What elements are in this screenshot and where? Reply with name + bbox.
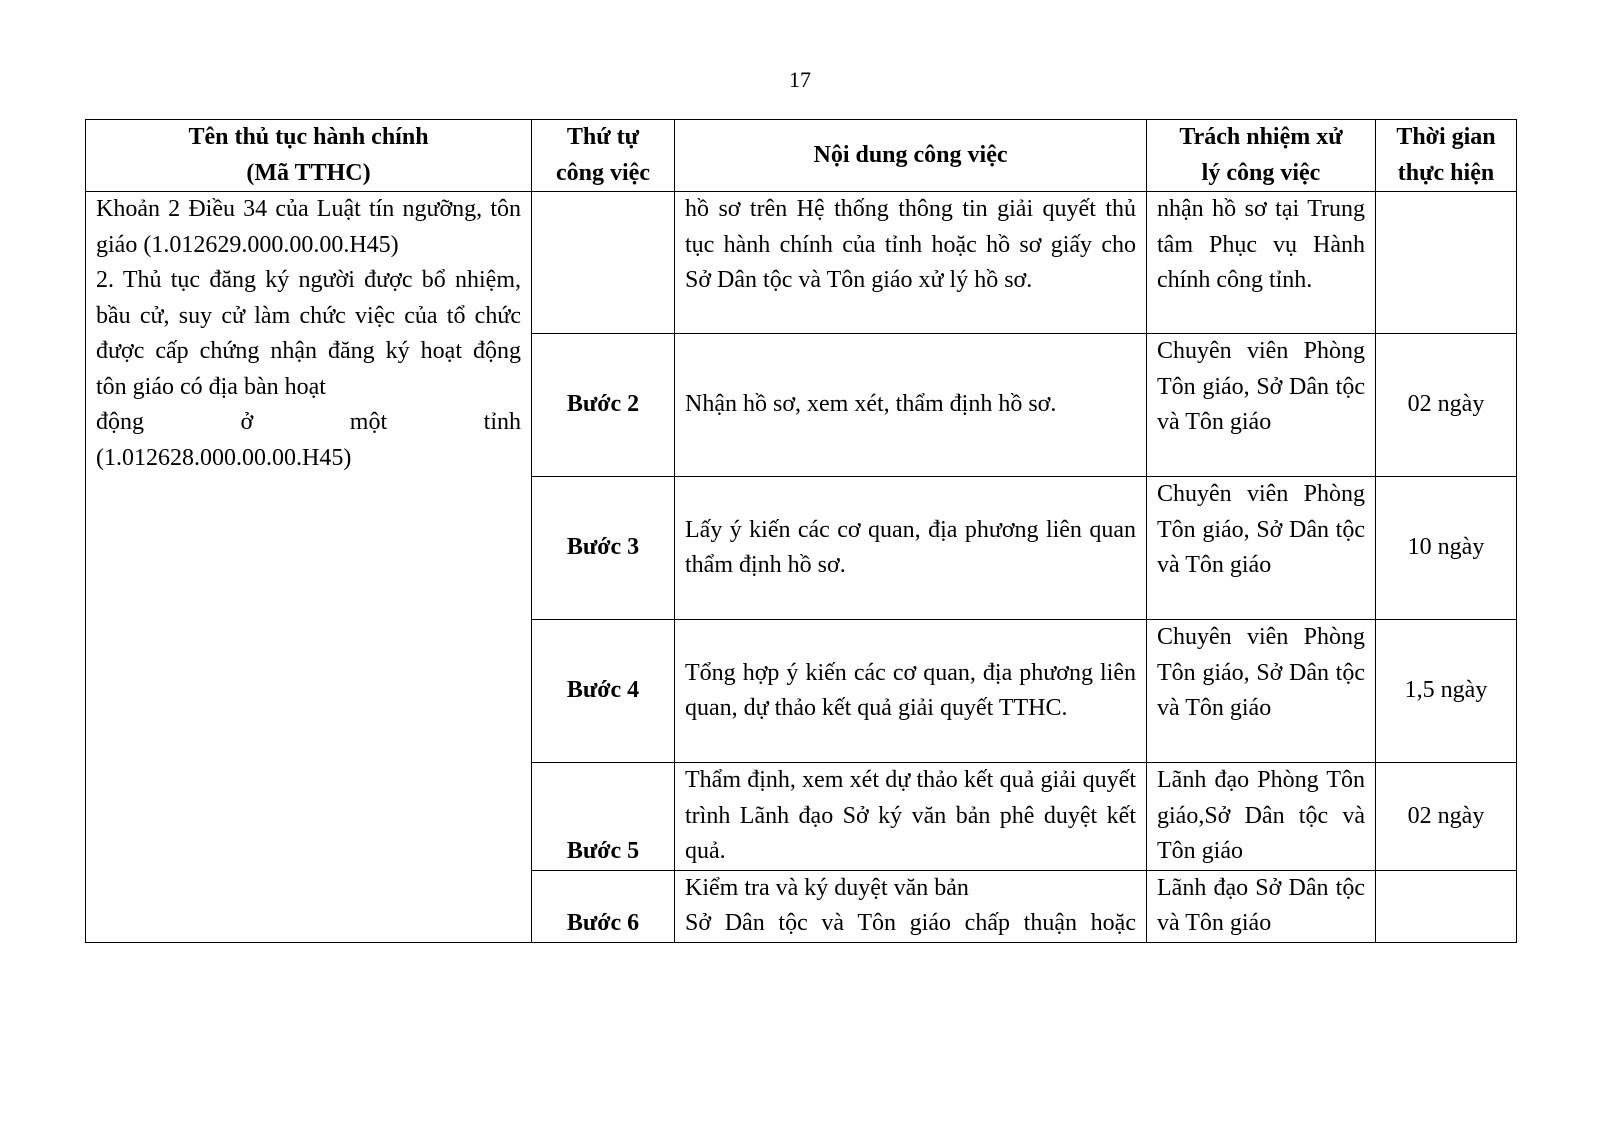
header-responsibility-line1: Trách nhiệm xử (1179, 124, 1343, 150)
header-step-order-line2: công việc (556, 159, 650, 186)
responsibility-cell: Chuyên viên Phòng Tôn giáo, Sở Dân tộc và Tôn giáo (1147, 620, 1376, 763)
step-cell: Bước 4 (532, 620, 675, 763)
responsibility-cell: Chuyên viên Phòng Tôn giáo, Sở Dân tộc và Tôn giáo (1147, 477, 1376, 620)
table-header-row (86, 120, 1517, 192)
header-duration (1376, 120, 1517, 192)
procedure-table (85, 119, 1517, 943)
header-procedure-name-line2: (Mã TTHC) (246, 159, 371, 186)
header-duration-line2: thực hiện (1397, 159, 1495, 186)
procedure-title-end: động ở một tỉnh (96, 409, 521, 435)
responsibility-cell: Lãnh đạo Phòng Tôn giáo,Sở Dân tộc và Tôn giáo (1147, 763, 1376, 871)
content-cell (675, 870, 1147, 942)
header-procedure-name (86, 120, 532, 192)
content-cell: Nhận hồ sơ, xem xét, thẩm định hồ sơ. (675, 334, 1147, 477)
page-number: 17 (789, 67, 811, 92)
duration-cell (1376, 870, 1517, 942)
header-duration-line1: Thời gian (1396, 124, 1496, 150)
content-cell: Thẩm định, xem xét dự thảo kết quả giải quyết trình Lãnh đạo Sở ký văn bản phê duyệt kết quả. (675, 763, 1147, 871)
header-procedure-name-line1: Tên thủ tục hành chính (188, 124, 429, 150)
header-step-order-line1: Thứ tự (566, 124, 640, 150)
header-step-order (532, 120, 675, 192)
responsibility-cell: Lãnh đạo Sở Dân tộc và Tôn giáo (1147, 870, 1376, 942)
procedure-code: (1.012628.000.00.00.H45) (96, 444, 352, 471)
procedure-title: 2. Thủ tục đăng ký người được bổ nhiệm, bầu cử, suy cử làm chức việc của tổ chức được cấp chứng nhận đăng ký hoạt động tôn giáo có địa bàn hoạt (96, 267, 521, 400)
duration-cell: 02 ngày (1376, 763, 1517, 871)
procedure-legal-basis: Khoản 2 Điều 34 của Luật tín ngưỡng, tôn giáo (1.012629.000.00.00.H45) (96, 196, 521, 258)
content-cell: Tổng hợp ý kiến các cơ quan, địa phương liên quan, dự thảo kết quả giải quyết TTHC. (675, 620, 1147, 763)
content-line: Kiểm tra và ký duyệt văn bản (685, 874, 969, 901)
header-work-content: Nội dung công việc (675, 120, 1147, 192)
table-row (86, 192, 1517, 334)
procedure-name-cell (86, 192, 532, 943)
content-cell: hồ sơ trên Hệ thống thông tin giải quyết thủ tục hành chính của tỉnh hoặc hồ sơ giấy cho Sở Dân tộc và Tôn giáo xử lý hồ sơ. (675, 192, 1147, 334)
header-responsibility-line2: lý công việc (1201, 159, 1321, 186)
duration-cell: 10 ngày (1376, 477, 1517, 620)
step-cell: Bước 6 (532, 870, 675, 942)
content-cell: Lấy ý kiến các cơ quan, địa phương liên quan thẩm định hồ sơ. (675, 477, 1147, 620)
step-cell: Bước 2 (532, 334, 675, 477)
duration-cell (1376, 192, 1517, 334)
content-line: Sở Dân tộc và Tôn giáo chấp thuận hoặc (685, 910, 1136, 936)
step-cell: Bước 5 (532, 763, 675, 871)
step-cell (532, 192, 675, 334)
responsibility-cell: Chuyên viên Phòng Tôn giáo, Sở Dân tộc và Tôn giáo (1147, 334, 1376, 477)
duration-cell: 1,5 ngày (1376, 620, 1517, 763)
duration-cell: 02 ngày (1376, 334, 1517, 477)
responsibility-cell: nhận hồ sơ tại Trung tâm Phục vụ Hành chính công tỉnh. (1147, 192, 1376, 334)
header-responsibility (1147, 120, 1376, 192)
step-cell: Bước 3 (532, 477, 675, 620)
